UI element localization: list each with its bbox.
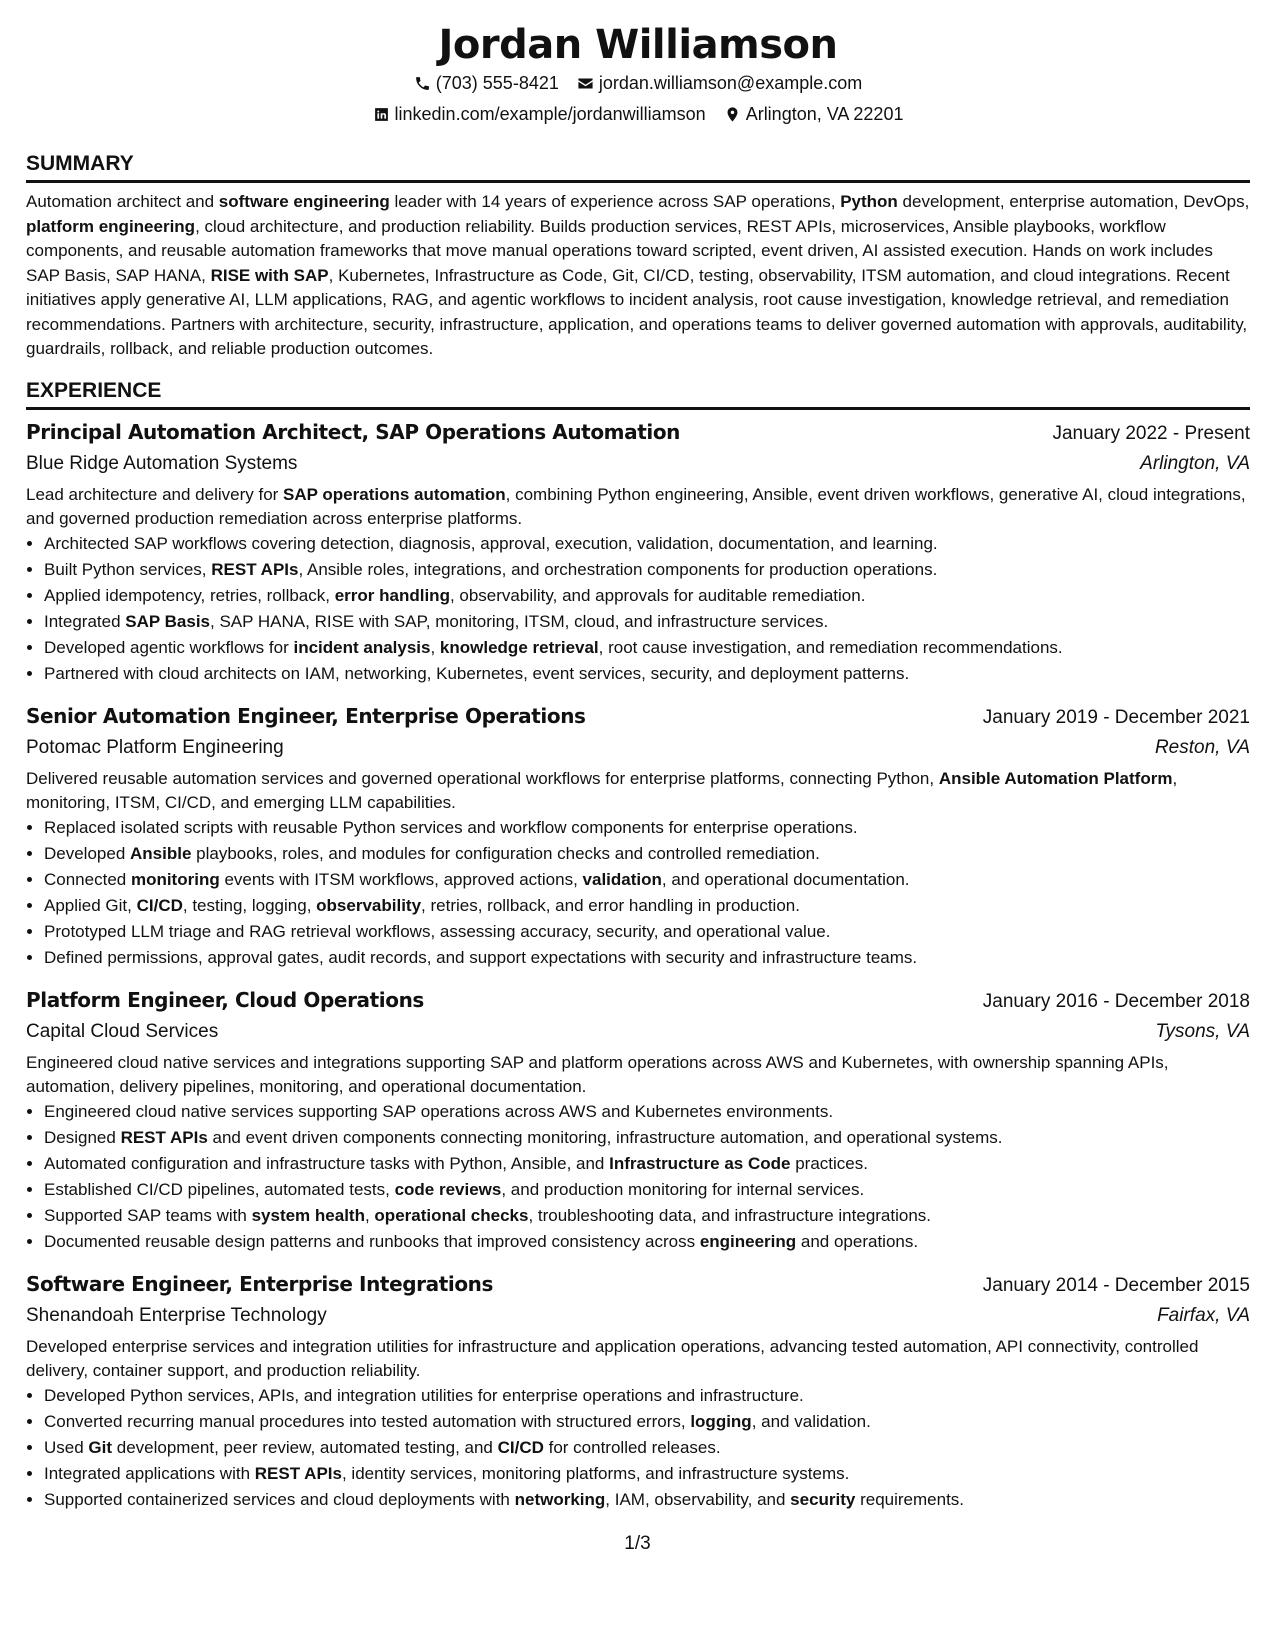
job-bullet: • Supported SAP teams with system health, operational checks, troubleshooting data, and infrastructure integrations.: [44, 1203, 1250, 1229]
bold-keyword: SAP operations automation: [283, 484, 506, 504]
contact-linkedin[interactable]: [373, 99, 706, 130]
job-dates: January 2014 - December 2015: [982, 1274, 1250, 1296]
job-location: Arlington, VA: [1140, 452, 1250, 474]
bold-keyword: system health: [251, 1205, 365, 1225]
bold-keyword: engineering: [699, 1231, 797, 1251]
phone-icon: [414, 75, 431, 92]
bold-keyword: Ansible Automation Platform: [938, 768, 1173, 788]
job-header-row: [26, 1270, 1250, 1300]
job-company-row: [26, 1016, 1250, 1047]
job-bullets: [26, 1099, 1250, 1255]
job-entry: [26, 986, 1250, 1255]
page-number: 1/3: [624, 1533, 651, 1554]
experience-list: [26, 418, 1250, 1513]
job-bullet: • Integrated applications with REST APIs, identity services, monitoring platforms, and infrastructure systems.: [44, 1461, 1250, 1487]
job-bullet: • Designed REST APIs and event driven components connecting monitoring, infrastructure automation, and operational systems.: [44, 1125, 1250, 1151]
bold-keyword: observability: [316, 895, 422, 915]
job-bullet: • Applied idempotency, retries, rollback, error handling, observability, and approvals for auditable remediation.: [44, 583, 1250, 609]
contact-line-2: [26, 99, 1250, 130]
job-company-row: [26, 1300, 1250, 1331]
job-title: Platform Engineer, Cloud Operations: [26, 987, 424, 1012]
contact-email[interactable]: [577, 68, 862, 99]
bold-keyword: CI/CD: [136, 895, 183, 915]
job-bullet: • Used Git development, peer review, automated testing, and CI/CD for controlled releases.: [44, 1435, 1250, 1461]
job-bullet: • Automated configuration and infrastructure tasks with Python, Ansible, and Infrastructure as Code practices.: [44, 1151, 1250, 1177]
bold-keyword: operational checks: [374, 1205, 529, 1225]
job-company: Potomac Platform Engineering: [26, 736, 284, 758]
job-header-row: [26, 702, 1250, 732]
job-location: Fairfax, VA: [1157, 1304, 1250, 1326]
job-description: Developed enterprise services and integration utilities for infrastructure and application operations, advancing tested automation, API connectivity, controlled delivery, container support, and production reliability.: [26, 1336, 1199, 1380]
job-title: Software Engineer, Enterprise Integrations: [26, 1271, 494, 1296]
job-bullet: • Connected monitoring events with ITSM workflows, approved actions, validation, and operational documentation.: [44, 867, 1250, 893]
job-dates: January 2019 - December 2021: [982, 706, 1250, 728]
map-pin-icon: [724, 106, 741, 123]
job-bullet: • Integrated SAP Basis, SAP HANA, RISE with SAP, monitoring, ITSM, cloud, and infrastructure services.: [44, 609, 1250, 635]
job-description: Engineered cloud native services and integrations supporting SAP and platform operations across AWS and Kubernetes, with ownership spanning APIs, automation, delivery pipelines, monitoring, and operational documentation.: [26, 1052, 1169, 1096]
job-company: Blue Ridge Automation Systems: [26, 452, 298, 474]
job-location: Reston, VA: [1154, 736, 1250, 758]
job-bullet: • Converted recurring manual procedures into tested automation with structured errors, logging, and validation.: [44, 1409, 1250, 1435]
bold-keyword: Git: [88, 1437, 113, 1457]
job-bullet: • Partnered with cloud architects on IAM, networking, Kubernetes, event services, security, and deployment patterns.: [44, 661, 1250, 687]
bold-keyword: incident analysis: [293, 637, 431, 657]
contact-line-1: [26, 68, 1250, 99]
bold-keyword: REST APIs: [211, 559, 299, 579]
bold-keyword: networking: [514, 1489, 606, 1509]
job-dates: January 2022 - Present: [1052, 422, 1250, 444]
job-description: Lead architecture and delivery for SAP operations automation, combining Python engineering, Ansible, event driven workflows, generative AI, cloud integrations, and governed production remediation across enterprise platforms.: [26, 484, 1246, 528]
job-title: Principal Automation Architect, SAP Operations Automation: [26, 419, 681, 444]
experience-heading: EXPERIENCE: [26, 379, 1250, 410]
job-bullet: • Replaced isolated scripts with reusable Python services and workflow components for enterprise operations.: [44, 815, 1250, 841]
job-bullet: • Applied Git, CI/CD, testing, logging, observability, retries, rollback, and error handling in production.: [44, 893, 1250, 919]
job-header-row: [26, 418, 1250, 448]
job-bullet: • Documented reusable design patterns and runbooks that improved consistency across engineering and operations.: [44, 1229, 1250, 1255]
job-entry: [26, 702, 1250, 971]
bold-keyword: logging: [690, 1411, 752, 1431]
bold-keyword: validation: [582, 869, 662, 889]
email-address[interactable]: jordan.williamson@example.com: [598, 73, 863, 93]
bold-keyword: security: [790, 1489, 856, 1509]
bold-keyword: REST APIs: [254, 1463, 342, 1483]
envelope-icon: [577, 75, 594, 92]
bold-keyword: platform engineering: [26, 216, 196, 236]
job-description: Delivered reusable automation services and governed operational workflows for enterprise platforms, connecting Python, Ansible Automation Platform, monitoring, ITSM, CI/CD, and emerging LLM capabilities.: [26, 768, 1178, 812]
contact-phone: [414, 68, 559, 99]
bold-keyword: error handling: [334, 585, 450, 605]
summary-text: Automation architect and software engineering leader with 14 years of experience across SAP operations, Python development, enterprise automation, DevOps, platform engineering, cloud architecture, and production reliability. Builds production services, REST APIs, microservices, Ansible playbooks, workflow components, and reusable automation frameworks that move manual operations toward scripted, event driven, AI assisted execution. Hands on work includes SAP Basis, SAP HANA, RISE with SAP, Kubernetes, Infrastructure as Code, Git, CI/CD, testing, observability, ITSM automation, and cloud integrations. Recent initiatives apply generative AI, LLM applications, RAG, and agentic workflows to incident analysis, root cause investigation, knowledge retrieval, and remediation recommendations. Partners with architecture, security, infrastructure, application, and operations teams to deliver governed automation with approvals, auditability, guardrails, rollback, and reliable production outcomes.: [26, 192, 1250, 358]
job-bullets: [26, 531, 1250, 687]
job-header-row: [26, 986, 1250, 1016]
bold-keyword: REST APIs: [120, 1127, 208, 1147]
job-bullet: • Developed agentic workflows for incident analysis, knowledge retrieval, root cause investigation, and remediation recommendations.: [44, 635, 1250, 661]
job-bullet: • Built Python services, REST APIs, Ansible roles, integrations, and orchestration components for production operations.: [44, 557, 1250, 583]
job-title: Senior Automation Engineer, Enterprise Operations: [26, 703, 586, 728]
job-entry: [26, 418, 1250, 687]
job-dates: January 2016 - December 2018: [982, 990, 1250, 1012]
job-bullet: • Established CI/CD pipelines, automated tests, code reviews, and production monitoring for internal services.: [44, 1177, 1250, 1203]
linkedin-icon: [373, 106, 390, 123]
bold-keyword: Python: [840, 192, 898, 211]
bold-keyword: RISE with SAP: [210, 265, 329, 285]
job-company-row: [26, 732, 1250, 763]
linkedin-url[interactable]: linkedin.com/example/jordanwilliamson: [394, 104, 706, 124]
bold-keyword: software engineering: [218, 192, 390, 211]
job-entry: [26, 1270, 1250, 1513]
resume-page: [26, 22, 1250, 1513]
job-bullet: • Supported containerized services and cloud deployments with networking, IAM, observability, and security requirements.: [44, 1487, 1250, 1513]
job-bullet: • Developed Ansible playbooks, roles, and modules for configuration checks and controlled remediation.: [44, 841, 1250, 867]
phone-number: (703) 555-8421: [435, 73, 559, 93]
bold-keyword: Ansible: [130, 843, 192, 863]
bold-keyword: code reviews: [394, 1179, 502, 1199]
job-company: Shenandoah Enterprise Technology: [26, 1304, 327, 1326]
job-company: Capital Cloud Services: [26, 1020, 219, 1042]
job-bullet: • Defined permissions, approval gates, audit records, and support expectations with security and infrastructure teams.: [44, 945, 1250, 971]
job-bullet: • Developed Python services, APIs, and integration utilities for enterprise operations and infrastructure.: [44, 1383, 1250, 1409]
candidate-name: Jordan Williamson: [438, 22, 838, 68]
job-bullets: [26, 815, 1250, 971]
bold-keyword: monitoring: [130, 869, 220, 889]
location-text: Arlington, VA 22201: [745, 104, 904, 124]
bold-keyword: Infrastructure as Code: [609, 1153, 791, 1173]
bold-keyword: SAP Basis: [125, 611, 211, 631]
bold-keyword: CI/CD: [497, 1437, 544, 1457]
contact-location: [724, 99, 904, 130]
job-bullet: • Architected SAP workflows covering detection, diagnosis, approval, execution, validation, documentation, and learning.: [44, 531, 1250, 557]
summary-heading: SUMMARY: [26, 152, 1250, 183]
job-company-row: [26, 448, 1250, 479]
bold-keyword: knowledge retrieval: [439, 637, 599, 657]
job-bullets: [26, 1383, 1250, 1513]
job-location: Tysons, VA: [1155, 1020, 1250, 1042]
job-bullet: • Engineered cloud native services supporting SAP operations across AWS and Kubernetes environments.: [44, 1099, 1250, 1125]
job-bullet: • Prototyped LLM triage and RAG retrieval workflows, assessing accuracy, security, and operational value.: [44, 919, 1250, 945]
